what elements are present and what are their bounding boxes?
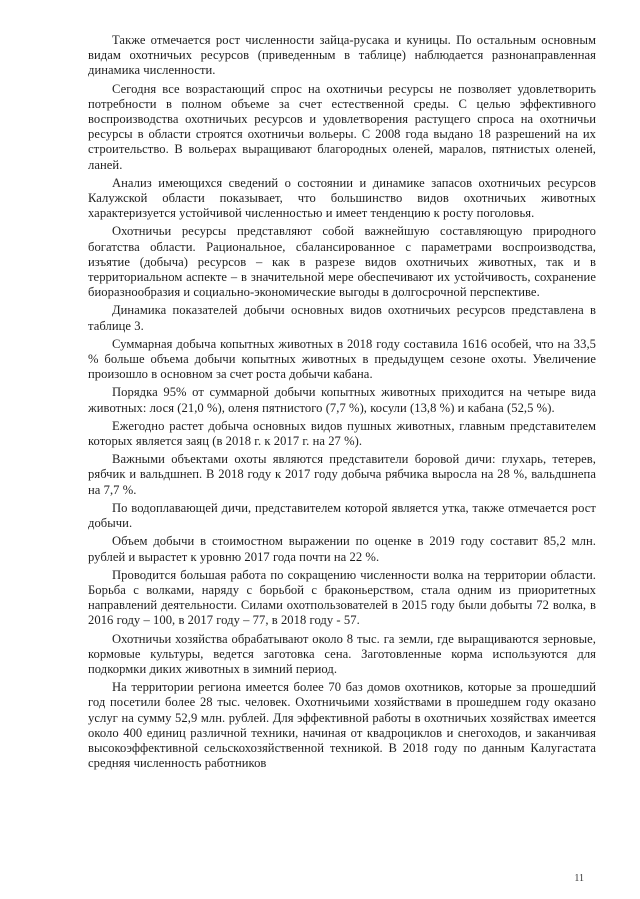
page-number: 11 (574, 873, 584, 884)
paragraph-waterfowl: По водоплавающей дичи, представителем которой является утка, также отмечается рост добычи. (88, 500, 596, 531)
paragraph-harvest-value: Объем добычи в стоимостном выражении по оценке в 2019 году составит 85,2 млн. рублей и вырастет к уровню 2017 года почти на 22 %. (88, 534, 596, 564)
paragraph-stock-analysis: Анализ имеющихся сведений о состоянии и динамике запасов охотничьих ресурсов Калужской области показывает, что большинство видов охотничьих животных характеризуется устойчивой численностью и имеет тенденцию к росту поголовья. (88, 175, 596, 221)
paragraph-resource-value: Охотничьи ресурсы представляют собой важнейшую составляющую природного богатства области. Рациональное, сбалансированное с параметрами воспроизводства, изъятие (добыча) ресурсов – как в разрезе видов охотничьих животных, так и в территориальном аспекте – в значительной мере обеспечивают их устойчивость, сохранение биоразнообразия и социально-экономические выгоды в долгосрочной перспективе. (88, 224, 596, 300)
paragraph-enclosures: Сегодня все возрастающий спрос на охотничьи ресурсы не позволяет удовлетворить потребности в полном объеме за счет естественной среды. С целью эффективного воспроизводства охотничьих ресурсов и удовлетворения растущего спроса на охотничьи ресурсы в области строятся охотничьи вольеры. С 2008 года выдано 18 разрешений на их строительство. В вольерах выращивают благородных оленей, маралов, пятнистых оленей, ланей. (88, 81, 596, 172)
paragraph-fur-animals: Ежегодно растет добыча основных видов пушных животных, главным представителем которых является заяц (в 2018 г. к 2017 г. на 27 %). (88, 418, 596, 449)
paragraph-table-reference: Динамика показателей добычи основных видов охотничьих ресурсов представлена в таблице 3. (88, 303, 596, 333)
document-body (88, 33, 596, 774)
paragraph-ungulate-shares: Порядка 95% от суммарной добычи копытных животных приходится на четыре вида животных: лося (21,0 %), оленя пятнистого (7,7 %), косули (13,8 %) и кабана (52,5 %). (88, 385, 596, 415)
paragraph-upland-game: Важными объектами охоты являются представители боровой дичи: глухарь, тетерев, рябчик и вальдшнеп. В 2018 году к 2017 году добыча рябчика выросла на 28 %, вальдшнепа на 7,7 %. (88, 452, 596, 497)
paragraph-land-cultivation: Охотничьи хозяйства обрабатывают около 8 тыс. га земли, где выращиваются зерновые, кормовые культуры, ведется заготовка сена. Заготовленные корма используются для подкормки диких животных в зимний период. (88, 631, 596, 676)
paragraph-ungulate-harvest: Суммарная добыча копытных животных в 2018 году составила 1616 особей, что на 33,5 % больше объема добычи копытных животных в предыдущем сезоне охоты. Увеличение произошло в основном за счет роста добычи кабана. (88, 336, 596, 382)
paragraph-hare-marten-growth: Также отмечается рост численности зайца-русака и куницы. По остальным основным видам охотничьих ресурсов (приведенным в таблице) наблюдается разнонаправленная динамика численности. (88, 33, 596, 78)
paragraph-wolf-control: Проводится большая работа по сокращению численности волка на территории области. Борьба с волками, наряду с борьбой с браконьерством, стала одним из приоритетных направлений деятельности. Силами охотпользователей в 2015 году были добыты 72 волка, в 2016 году – 100, в 2017 году – 77, в 2018 году - 57. (88, 567, 596, 628)
paragraph-hunting-bases: На территории региона имеется более 70 баз домов охотников, которые за прошедший год посетили более 28 тыс. человек. Охотничьими хозяйствами в прошедшем году оказано услуг на сумму 52,9 млн. рублей. Для эффективной работы в охотничьих хозяйствах имеется около 400 единиц различной техники, начиная от квадроциклов и снегоходов, и заканчивая высокоэффективной сельскохозяйственной техникой. В 2018 году по данным Калугастата средняя численность работников (88, 680, 596, 771)
